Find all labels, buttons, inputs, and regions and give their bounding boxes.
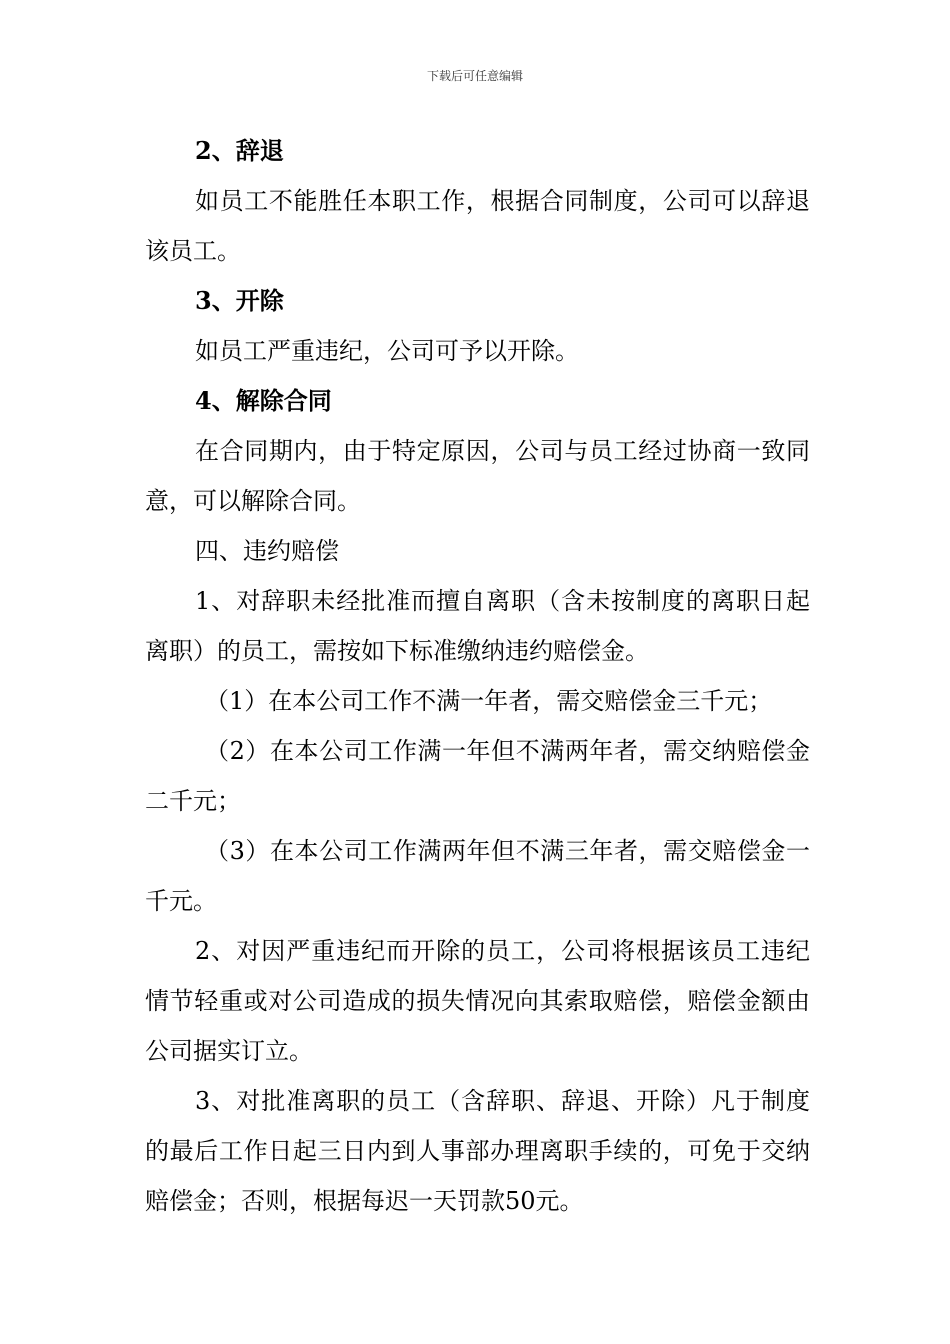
section-heading-breach-compensation: 四、违约赔偿 xyxy=(195,537,339,565)
section-heading-dismissal: 2、辞退 xyxy=(195,136,284,165)
paragraph-expulsion: 如员工严重违纪，公司可予以开除。 xyxy=(195,337,579,365)
page-header-note: 下载后可任意编辑 xyxy=(426,69,523,83)
paragraph-contract-termination: 在合同期内，由于特定原因，公司与员工经过协商一致同意，可以解除合同。 xyxy=(145,437,810,515)
list-item-compensation-1: （1）在本公司工作不满一年者，需交赔偿金三千元； xyxy=(205,687,773,715)
list-item-compensation-3: （3）在本公司工作满两年但不满三年者，需交赔偿金一千元。 xyxy=(145,837,810,915)
section-heading-contract-termination: 4、解除合同 xyxy=(195,386,332,415)
section-heading-expulsion: 3、开除 xyxy=(195,286,284,315)
paragraph-compensation-rule-2: 2、对因严重违纪而开除的员工，公司将根据该员工违纪情节轻重或对公司造成的损失情况向其索取赔偿，赔偿金额由公司据实订立。 xyxy=(145,937,810,1065)
list-item-compensation-2: （2）在本公司工作满一年但不满两年者，需交纳赔偿金二千元； xyxy=(145,737,810,815)
paragraph-dismissal: 如员工不能胜任本职工作，根据合同制度，公司可以辞退该员工。 xyxy=(145,187,810,265)
paragraph-compensation-rule-3: 3、对批准离职的员工（含辞职、辞退、开除）凡于制度的最后工作日起三日内到人事部办理离职手续的，可免于交纳赔偿金；否则，根据每迟一天罚款50元。 xyxy=(145,1087,810,1215)
paragraph-compensation-rule-1: 1、对辞职未经批准而擅自离职（含未按制度的离职日起离职）的员工，需按如下标准缴纳违约赔偿金。 xyxy=(145,587,810,665)
document-body xyxy=(145,126,810,1226)
